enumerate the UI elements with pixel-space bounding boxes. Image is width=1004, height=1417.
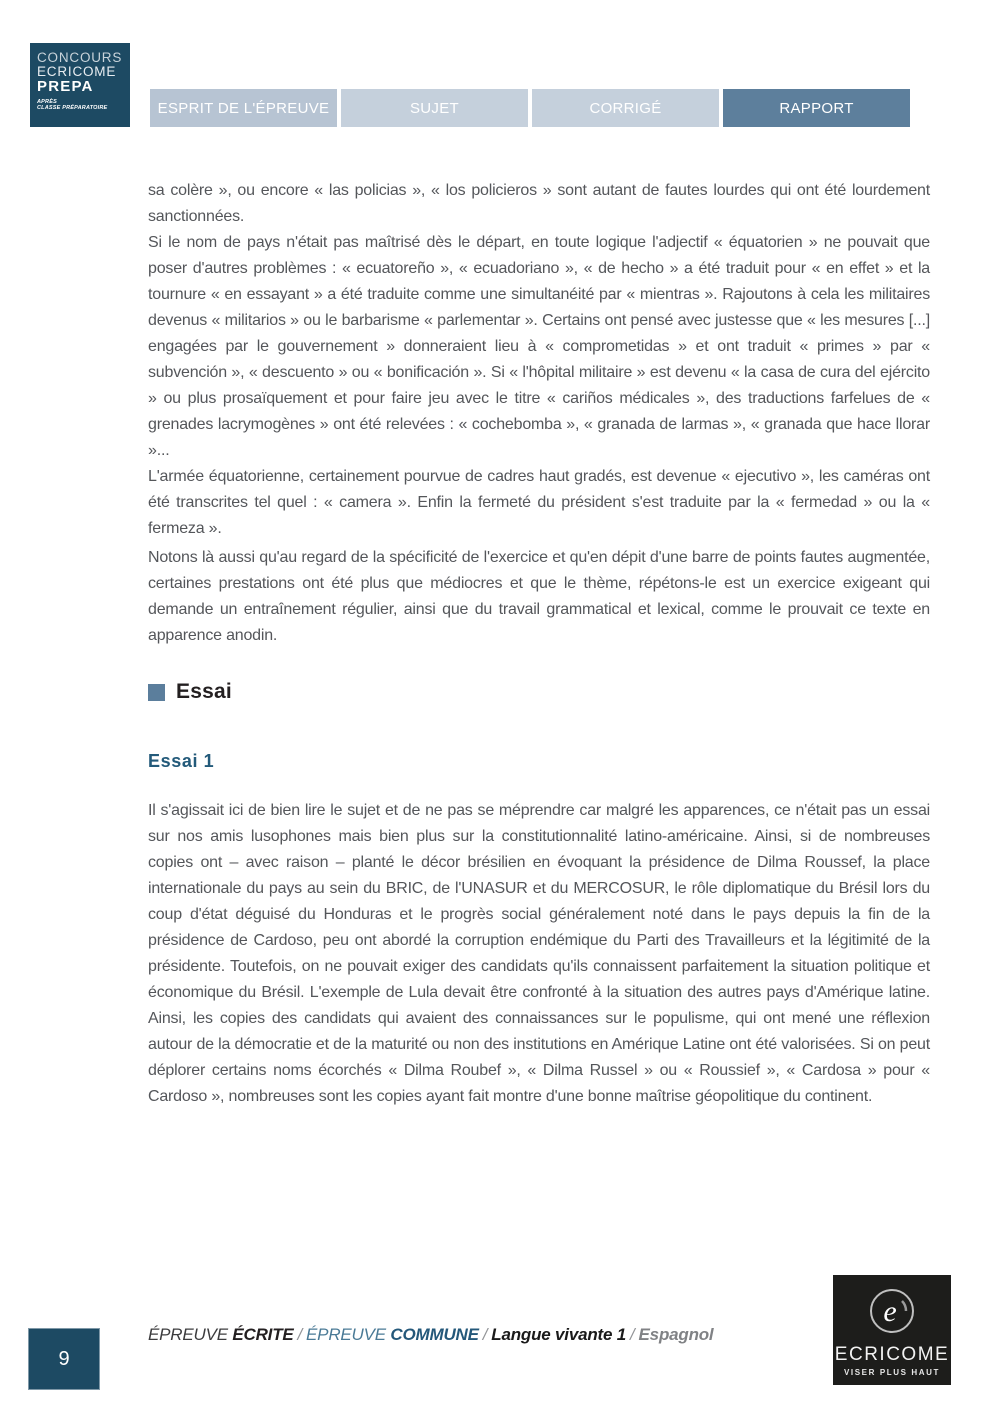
footer-separator-1: / <box>297 1325 303 1344</box>
ecricome-circle-e-icon <box>866 1285 918 1342</box>
logo-line-ecricome: ECRICOME <box>37 63 117 79</box>
report-text-block-essai1 <box>148 798 930 1110</box>
section-bullet-square <box>148 684 165 701</box>
footer-langue-vivante: Langue vivante 1 <box>491 1325 627 1344</box>
essai-section-title: Essai <box>176 680 232 703</box>
footer-commune: COMMUNE <box>390 1325 479 1344</box>
logo-line-classe-preparatoire: CLASSE PRÉPARATOIRE <box>37 104 108 111</box>
footer-ecrite: ÉCRITE <box>232 1325 294 1344</box>
tab-rapport-active[interactable]: RAPPORT <box>723 89 910 127</box>
footer-breadcrumb <box>148 1325 713 1345</box>
paragraph-essai1: Il s'agissait ici de bien lire le sujet et de ne pas se méprendre car malgré les apparences, ce n'était pas un essai sur nos amis lusophones mais bien plus sur la constitutionnalité latino-américaine. Ainsi, si de nombreuses copies ont – avec raison – planté le décor brésilien en évoquant la présidence de Dilma Roussef, la place internationale du pays au sein du BRIC, de l'UNASUR et du MERCOSUR, le rôle diplomatique du Brésil lors du coup d'état déguisé du Honduras et le progrès social généralement noté dans le pays depuis la fin de la présidence de Cardoso, peu ont abordé la corruption endémique du Parti des Travailleurs et la légitimité de la présidente. Toutefois, on ne pouvait exiger des candidats qu'ils connaissent parfaitement la situation politique et économique du Brésil. L'exemple de Lula devait être confronté à la situation des autres pays d'Amérique latine. Ainsi, les copies des candidats qui avaient des connaissances sur le populisme, qui ont mené une réflexion autour de la démocratie et de la maturité ou non des institutions en Amérique Latine ont été valorisées. Si on peut déplorer certains noms écorchés « Dilma Roubef », « Dilma Russel » ou « Roussief », « Cardosa » pour « Cardoso », nombreuses sont les copies ayant fait montre d'une bonne maîtrise géopolitique du continent. <box>148 802 930 1105</box>
footer-epreuve: ÉPREUVE <box>148 1325 233 1344</box>
ecricome-brand-tagline: VISER PLUS HAUT <box>843 1368 940 1377</box>
section-tab-bar <box>150 89 910 127</box>
report-text-block-theme <box>148 178 930 542</box>
essai1-subheading: Essai 1 <box>148 751 215 771</box>
paragraph-fautes-lourdes: sa colère », ou encore « las policias », « los policieros » sont autant de fautes lourdes qui ont été lourdement sanctionnées. <box>148 182 930 225</box>
svg-text:e: e <box>883 1295 897 1328</box>
footer-separator-3: / <box>630 1325 635 1344</box>
logo-line-prepa: PREPA <box>37 78 94 95</box>
paragraph-nom-de-pays: Si le nom de pays n'était pas maîtrisé dès le départ, en toute logique l'adjectif « équatorien » ne pouvait que poser d'autres problèmes : « ecuatoreño », « ecuadoriano », « de hecho » a été traduit pour « en effet » et la tournure « en essayant » a été traduite comme une simultanéité par « mientras ». Rajoutons à cela les militaires devenus « militarios » ou le barbarisme « parlementar ». Certains ont pensé avec justesse que « les mesures [...] engagées par le gouvernement » donneraient lieu à « comprometidas » et ont traduit « primes » par « subvención », « descuento » ou « bonificación ». Si « l'hôpital militaire » est devenu « la casa de cura del ejército » ou plus prosaïquement et pour faire jeu avec le titre « cariños médicales », des traductions farfelues de « grenades lacrymogènes » ont été relevées : « cochebomba », « granada de larmas », « granada que hace llorar »... <box>148 234 930 459</box>
page-number-badge: 9 <box>28 1328 100 1390</box>
ecricome-brand-box <box>833 1275 951 1385</box>
paragraph-notons: Notons là aussi qu'au regard de la spécificité de l'exercice et qu'en dépit d'une barre de points fautes augmentée, certaines prestations ont été plus que médiocres et que le thème, répétons-le est un exercice exigeant qui demande un entraînement régulier, ainsi que du travail grammatical et lexical, comme le prouvait ce texte en apparence anodin. <box>148 549 930 644</box>
ecricome-brand-name: ECRICOME <box>834 1344 950 1365</box>
essai-section-heading <box>148 680 232 704</box>
tab-esprit-de-l-epreuve[interactable]: ESPRIT DE L'ÉPREUVE <box>150 89 337 127</box>
concours-ecricome-prepa-logo <box>30 43 130 127</box>
tab-sujet[interactable]: SUJET <box>341 89 528 127</box>
report-text-block-notons <box>148 545 930 649</box>
footer-espagnol: Espagnol <box>638 1325 714 1344</box>
footer-separator-2: / <box>482 1325 488 1344</box>
logo-line-concours: CONCOURS <box>37 50 123 65</box>
logo-line-apres: APRÈS <box>37 99 57 105</box>
tab-corrige[interactable]: CORRIGÉ <box>532 89 719 127</box>
footer-epreuve-2: ÉPREUVE <box>306 1325 391 1344</box>
paragraph-armee-equatorienne: L'armée équatorienne, certainement pourvue de cadres haut gradés, est devenue « ejecutivo », les caméras ont été transcrites tel quel : « camera ». Enfin la fermeté du président s'est traduite par la « fermedad » ou la « fermeza ». <box>148 468 930 537</box>
